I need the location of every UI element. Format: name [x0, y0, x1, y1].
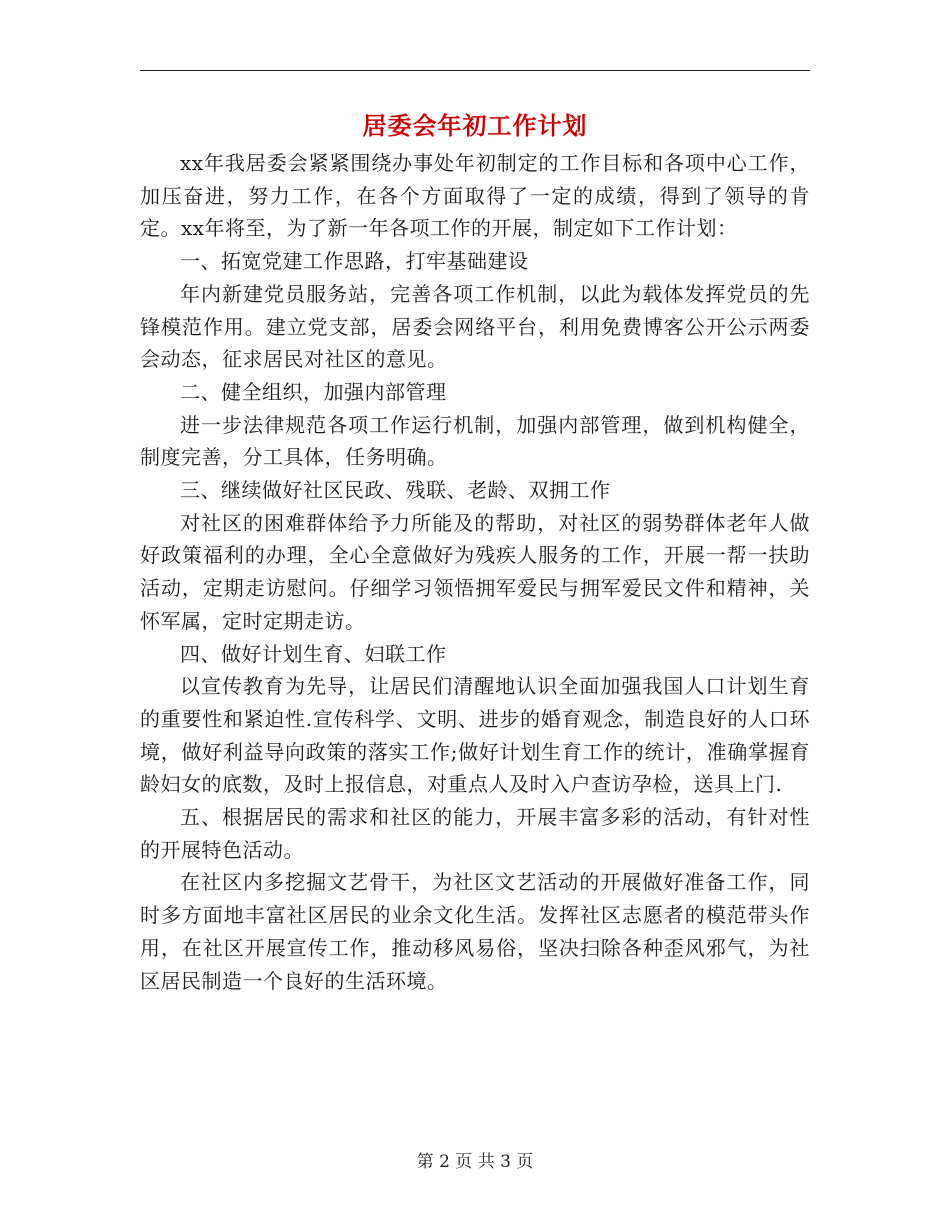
section-heading-4: 四、做好计划生育、妇联工作	[180, 641, 447, 666]
header-rule	[140, 70, 810, 71]
page-footer: 第 2 页 共 3 页	[416, 1152, 534, 1172]
paragraph-3: 对社区的困难群体给予力所能及的帮助，对社区的弱势群体老年人做好政策福利的办理，全心全意做好为残疾人服务的工作，开展一帮一扶助活动，定期走访慰问。仔细学习领悟拥军爱民与拥军爱民文件和精神，关怀军属，定时定期走访。	[140, 510, 810, 633]
section-heading-1: 一、拓宽党建工作思路，打牢基础建设	[180, 249, 529, 274]
paragraph-1: 年内新建党员服务站，完善各项工作机制，以此为载体发挥党员的先锋模范作用。建立党支部，居委会网络平台，利用免费博客公开公示两委会动态，征求居民对社区的意见。	[140, 281, 810, 372]
document-title: 居委会年初工作计划	[362, 111, 588, 140]
section-heading-3: 三、继续做好社区民政、残联、老龄、双拥工作	[180, 478, 611, 503]
section-heading-2: 二、健全组织，加强内部管理	[180, 379, 447, 404]
section-heading-5: 五、根据居民的需求和社区的能力，开展丰富多彩的活动，有针对性的开展特色活动。	[140, 805, 810, 862]
paragraph-2: 进一步法律规范各项工作运行机制，加强内部管理，做到机构健全，制度完善，分工具体，任务明确。	[140, 412, 810, 470]
document-body	[140, 147, 810, 997]
paragraph-intro: xx年我居委会紧紧围绕办事处年初制定的工作目标和各项中心工作，加压奋进，努力工作，在各个方面取得了一定的成绩，得到了领导的肯定。xx年将至，为了新一年各项工作的开展，制定如下工作计划：	[140, 151, 810, 241]
paragraph-4: 以宣传教育为先导，让居民们清醒地认识全面加强我国人口计划生育的重要性和紧迫性.宣传科学、文明、进步的婚育观念，制造良好的人口环境，做好利益导向政策的落实工作;做好计划生育工作的统计，准确掌握育龄妇女的底数，及时上报信息，对重点人及时入户查访孕检，送具上门.	[140, 674, 810, 797]
paragraph-5: 在社区内多挖掘文艺骨干，为社区文艺活动的开展做好准备工作，同时多方面地丰富社区居民的业余文化生活。发挥社区志愿者的模范带头作用，在社区开展宣传工作，推动移风易俗，坚决扫除各种歪风邪气，为社区居民制造一个良好的生活环境。	[140, 870, 810, 993]
